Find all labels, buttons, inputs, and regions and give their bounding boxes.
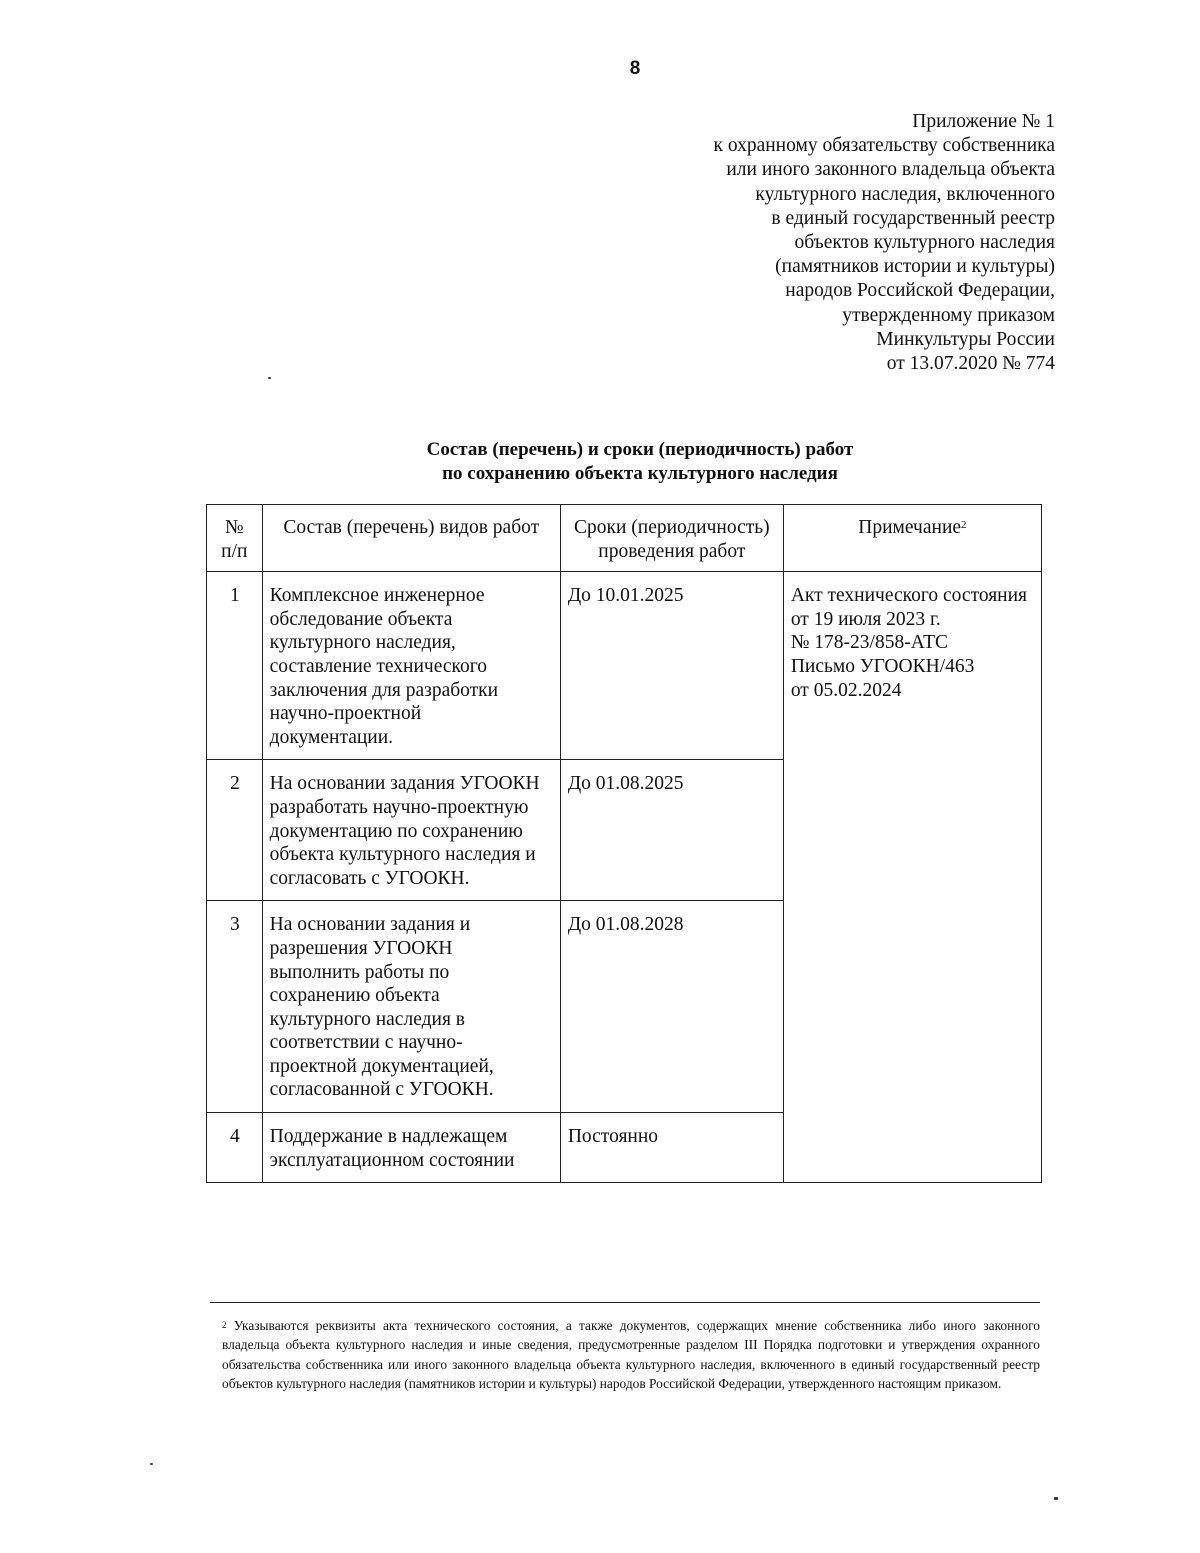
- appendix-line: Минкультуры России: [876, 328, 1055, 350]
- header-number: № п/п: [207, 505, 263, 572]
- row-term: До 01.08.2025: [560, 760, 783, 901]
- row-work: На основании задания УГООКН разработать научно-проектную документацию по сохранению объекта культурного наследия и согласовать с УГООКН.: [262, 760, 560, 901]
- row-number: 1: [207, 572, 263, 760]
- row-term: Постоянно: [560, 1113, 783, 1183]
- document-title: [260, 438, 1020, 486]
- header-note: [783, 505, 1041, 572]
- row-term: До 10.01.2025: [560, 572, 783, 760]
- appendix-line: в единый государственный реестр: [771, 207, 1055, 229]
- row-work: Поддержание в надлежащем эксплуатационном состоянии: [262, 1113, 560, 1183]
- appendix-line: Приложение № 1: [912, 111, 1055, 132]
- scan-speck: [268, 377, 271, 379]
- footnote: [222, 1316, 1040, 1394]
- row-term: До 01.08.2028: [560, 901, 783, 1113]
- appendix-line: народов Российской Федерации,: [785, 280, 1055, 302]
- table-header-row: [207, 505, 1042, 572]
- footnote-mark: 2: [222, 1320, 227, 1330]
- header-term: Сроки (периодичность) проведения работ: [560, 505, 783, 572]
- table-row: [207, 572, 1042, 760]
- row-work: На основании задания и разрешения УГООКН выполнить работы по сохранению объекта культурного наследия в соответствии с научно- проектной документацией, согласованной с УГООКН.: [262, 901, 560, 1113]
- row-number: 3: [207, 901, 263, 1113]
- row-work: Комплексное инженерное обследование объекта культурного наследия, составление технического заключения для разработки научно-проектной документации.: [262, 572, 560, 760]
- appendix-line: (памятников истории и культуры): [775, 256, 1055, 278]
- appendix-heading: [555, 110, 1055, 376]
- appendix-line: или иного законного владельца объекта: [726, 159, 1055, 181]
- scan-speck: [1054, 1497, 1058, 1500]
- works-table: [206, 504, 1042, 1183]
- footnote-ref: 2: [961, 519, 967, 531]
- header-note-label: Примечание: [858, 517, 962, 538]
- footnote-text: Указываются реквизиты акта технического состояния, а также документов, содержащих мнение собственника либо иного законного владельца объекта культурного наследия и иные сведения, предусмотренные разделом III Порядка подготовки и утверждения охранного обязательства собственника или иного законного владельца объекта культурного наследия, включенного в единый государственный реестр объектов культурного наследия (памятников истории и культуры) народов Российской Федерации, утвержденного настоящим приказом.: [222, 1318, 1040, 1392]
- page-number: 8: [629, 58, 641, 79]
- appendix-line: утвержденному приказом: [842, 304, 1055, 326]
- appendix-line: культурного наследия, включенного: [755, 183, 1055, 205]
- scan-speck: [150, 1463, 153, 1465]
- appendix-line: от 13.07.2020 № 774: [886, 353, 1055, 375]
- appendix-line: объектов культурного наследия: [794, 232, 1055, 254]
- title-line-1: Состав (перечень) и сроки (периодичность) работ: [426, 439, 854, 460]
- header-work: Состав (перечень) видов работ: [262, 505, 560, 572]
- note-cell: Акт технического состояния от 19 июля 2023 г. № 178-23/858-АТС Письмо УГООКН/463 от 05.02.2024: [783, 572, 1041, 1183]
- title-line-2: по сохранению объекта культурного наследия: [442, 463, 838, 484]
- appendix-line: к охранному обязательству собственника: [713, 135, 1055, 157]
- footnote-divider: [210, 1302, 1040, 1303]
- row-number: 2: [207, 760, 263, 901]
- row-number: 4: [207, 1113, 263, 1183]
